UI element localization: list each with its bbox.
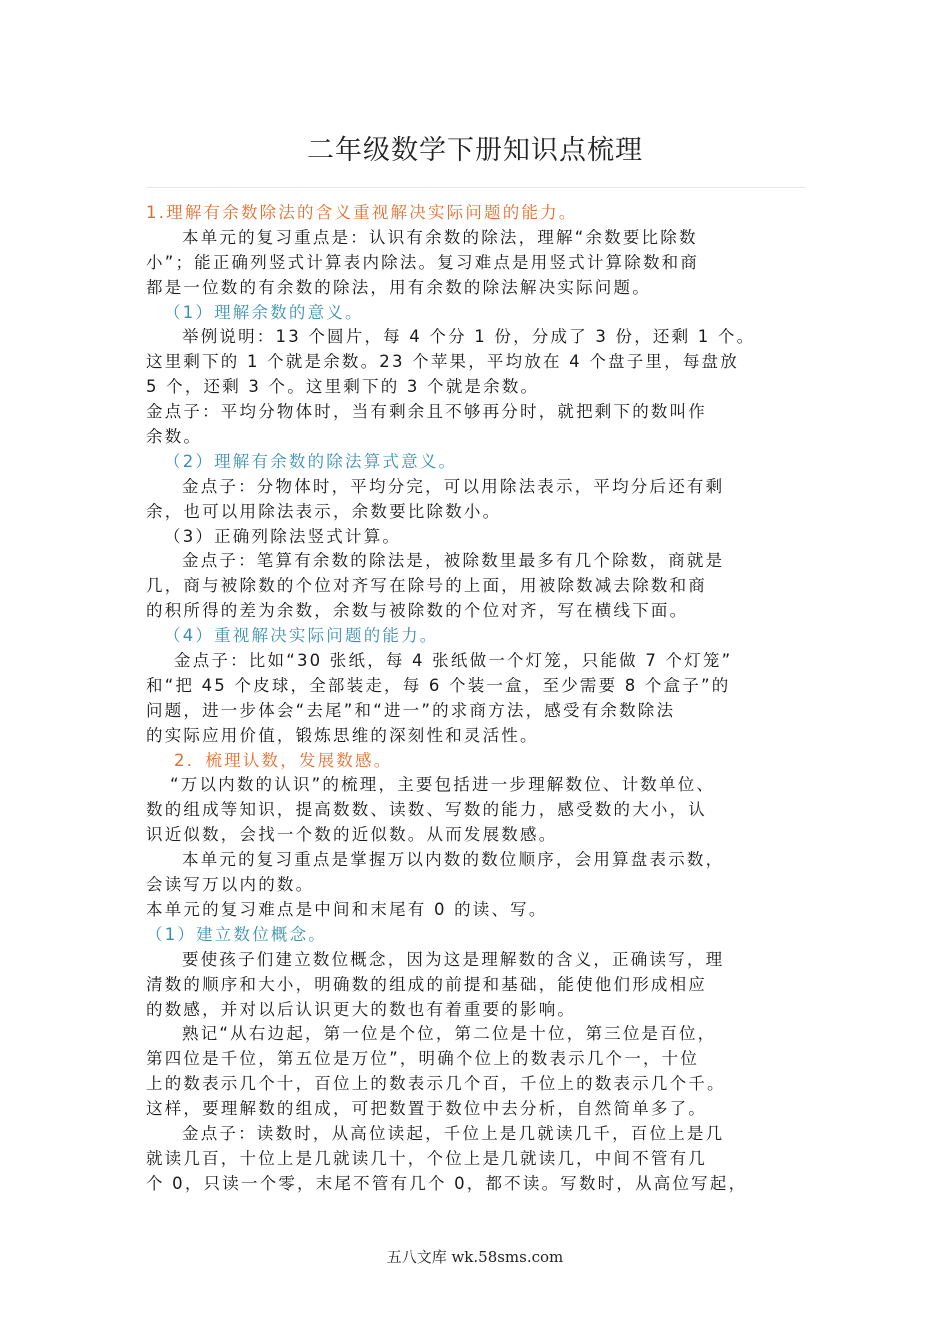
text-line: 余数。 <box>146 427 203 447</box>
text-line: 举例说明：13 个圆片，每 4 个分 1 份，分成了 3 份，还剩 1 个。 <box>182 327 756 347</box>
text-line: 金点子：分物体时，平均分完，可以用除法表示，平均分后还有剩 <box>182 476 725 496</box>
text-line: 的实际应用价值，锻炼思维的深刻性和灵活性。 <box>146 725 539 745</box>
text-line: （2）理解有余数的除法算式意义。 <box>164 451 458 471</box>
text-line: 要使孩子们建立数位概念，因为这是理解数的含义，正确读写，理 <box>182 949 725 969</box>
text-line: 2．梳理认数，发展数感。 <box>174 750 393 770</box>
text-line: 上的数表示几个十，百位上的数表示几个百，千位上的数表示几个千。 <box>146 1074 726 1094</box>
text-line: 第四位是千位，第五位是万位”，明确个位上的数表示几个一，十位 <box>146 1049 700 1069</box>
document-title: 二年级数学下册知识点梳理 <box>307 135 643 166</box>
text-line: 本单元的复习重点是：认识有余数的除法，理解“余数要比除数 <box>182 227 698 247</box>
text-line: 和“把 45 个皮球，全部装走，每 6 个装一盒，至少需要 8 个盒子”的 <box>146 675 731 695</box>
text-line: 1.理解有余数除法的含义重视解决实际问题的能力。 <box>146 203 578 222</box>
text-line: 5 个，还剩 3 个。这里剩下的 3 个就是余数。 <box>146 377 540 397</box>
text-line: 这里剩下的 1 个就是余数。23 个苹果，平均放在 4 个盘子里，每盘放 <box>146 352 739 372</box>
text-line: 金点子：比如“30 张纸，每 4 张纸做一个灯笼，只能做 7 个灯笼” <box>174 651 733 671</box>
text-line: 本单元的复习重点是掌握万以内数的数位顺序，会用算盘表示数， <box>182 850 725 870</box>
document-body <box>146 201 806 1197</box>
text-line: “万以内数的认识”的梳理，主要包括进一步理解数位、计数单位、 <box>170 775 716 795</box>
text-line: 的数感，并对以后认识更大的数也有着重要的影响。 <box>146 999 577 1019</box>
text-line: 金点子：读数时，从高位读起，千位上是几就读几千，百位上是几 <box>182 1123 725 1143</box>
text-line: 金点子：笔算有余数的除法是，被除数里最多有几个除数，商就是 <box>182 551 725 571</box>
footer-watermark: 五八文库 wk.58sms.com <box>386 1248 564 1266</box>
text-line: 都是一位数的有余数的除法，用有余数的除法解决实际问题。 <box>146 277 651 297</box>
text-line: 余，也可以用除法表示，余数要比除数小。 <box>146 501 502 521</box>
text-line: 个 0，只读一个零，末尾不管有几个 0，都不读。写数时，从高位写起， <box>146 1173 748 1193</box>
text-line: （1）理解余数的意义。 <box>164 302 364 322</box>
text-line: （3）正确列除法竖式计算。 <box>164 526 402 546</box>
text-line: 熟记“从右边起，第一位是个位，第二位是十位，第三位是百位， <box>182 1024 717 1044</box>
text-line: 识近似数，会找一个数的近似数。从而发展数感。 <box>146 825 558 845</box>
text-line: 会读写万以内的数。 <box>146 875 315 895</box>
text-line: 的积所得的差为余数，余数与被除数的个位对齐，写在横线下面。 <box>146 601 689 621</box>
text-line: 问题，进一步体会“去尾”和“进一”的求商方法，感受有余数除法 <box>146 700 676 720</box>
text-line: 数的组成等知识，提高数数、读数、写数的能力，感受数的大小，认 <box>146 800 707 820</box>
text-line: 几，商与被除数的个位对齐写在除号的上面，用被除数减去除数和商 <box>146 576 707 596</box>
text-line: 这样，要理解数的组成，可把数置于数位中去分析，自然简单多了。 <box>146 1099 707 1119</box>
text-line: 就读几百，十位上是几就读几十，个位上是几就读几，中间不管有几 <box>146 1148 707 1168</box>
text-line: 清数的顺序和大小，明确数的组成的前提和基础，能使他们形成相应 <box>146 974 707 994</box>
text-line: 本单元的复习难点是中间和末尾有 0 的读、写。 <box>146 899 548 919</box>
text-line: 小”；能正确列竖式计算表内除法。复习难点是用竖式计算除数和商 <box>146 252 700 272</box>
text-line: （4）重视解决实际问题的能力。 <box>164 626 439 646</box>
title-divider <box>146 187 806 188</box>
text-line: 金点子：平均分物体时，当有剩余且不够再分时，就把剩下的数叫作 <box>146 402 707 422</box>
text-line: （1）建立数位概念。 <box>146 924 327 944</box>
